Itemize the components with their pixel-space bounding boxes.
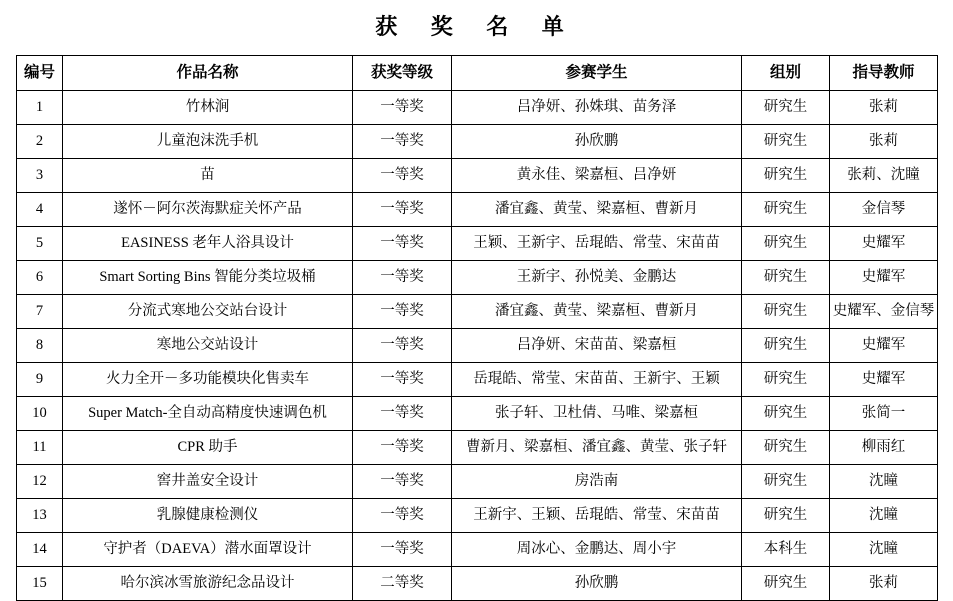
cell-award-level: 一等奖 xyxy=(353,397,452,431)
cell-students: 王新宇、孙悦美、金鹏达 xyxy=(452,261,742,295)
cell-award-level: 一等奖 xyxy=(353,261,452,295)
cell-no: 1 xyxy=(17,91,63,125)
cell-teacher: 史耀军 xyxy=(830,261,938,295)
cell-award-level: 一等奖 xyxy=(353,159,452,193)
cell-no: 5 xyxy=(17,227,63,261)
cell-teacher: 史耀军、金信琴 xyxy=(830,295,938,329)
cell-work-name: Super Match-全自动高精度快速调色机 xyxy=(63,397,353,431)
cell-no: 12 xyxy=(17,465,63,499)
cell-group: 研究生 xyxy=(742,567,830,601)
cell-work-name: 乳腺健康检测仪 xyxy=(63,499,353,533)
cell-students: 曹新月、梁嘉桓、潘宜鑫、黄莹、张子轩 xyxy=(452,431,742,465)
cell-work-name: Smart Sorting Bins 智能分类垃圾桶 xyxy=(63,261,353,295)
cell-award-level: 一等奖 xyxy=(353,125,452,159)
table-row xyxy=(17,193,938,227)
cell-students: 周冰心、金鹏达、周小宇 xyxy=(452,533,742,567)
cell-work-name: 窖井盖安全设计 xyxy=(63,465,353,499)
cell-students: 岳琨皓、常莹、宋苗苗、王新宇、王颖 xyxy=(452,363,742,397)
cell-work-name: 寒地公交站设计 xyxy=(63,329,353,363)
cell-no: 6 xyxy=(17,261,63,295)
column-header-group: 组别 xyxy=(742,56,830,91)
table-row xyxy=(17,159,938,193)
cell-teacher: 张莉、沈瞳 xyxy=(830,159,938,193)
page-title: 获 奖 名 单 xyxy=(375,14,578,39)
cell-group: 研究生 xyxy=(742,397,830,431)
cell-award-level: 一等奖 xyxy=(353,499,452,533)
cell-no: 4 xyxy=(17,193,63,227)
cell-students: 王新宇、王颖、岳琨皓、常莹、宋苗苗 xyxy=(452,499,742,533)
cell-award-level: 一等奖 xyxy=(353,363,452,397)
cell-award-level: 一等奖 xyxy=(353,227,452,261)
table-row xyxy=(17,567,938,601)
cell-award-level: 一等奖 xyxy=(353,91,452,125)
cell-award-level: 一等奖 xyxy=(353,295,452,329)
cell-work-name: 哈尔滨冰雪旅游纪念品设计 xyxy=(63,567,353,601)
column-header-award-level: 获奖等级 xyxy=(353,56,452,91)
table-row xyxy=(17,125,938,159)
table-body xyxy=(17,91,938,601)
award-table-container xyxy=(0,55,953,601)
cell-award-level: 一等奖 xyxy=(353,193,452,227)
cell-teacher: 沈瞳 xyxy=(830,499,938,533)
cell-group: 研究生 xyxy=(742,91,830,125)
cell-award-level: 一等奖 xyxy=(353,465,452,499)
cell-group: 研究生 xyxy=(742,363,830,397)
cell-work-name: 遂怀－阿尔茨海默症关怀产品 xyxy=(63,193,353,227)
cell-group: 研究生 xyxy=(742,159,830,193)
cell-no: 11 xyxy=(17,431,63,465)
cell-students: 吕净妍、孙姝琪、苗务泽 xyxy=(452,91,742,125)
table-row xyxy=(17,91,938,125)
cell-students: 吕净妍、宋苗苗、梁嘉桓 xyxy=(452,329,742,363)
cell-no: 9 xyxy=(17,363,63,397)
cell-teacher: 柳雨红 xyxy=(830,431,938,465)
award-list-table xyxy=(16,55,938,601)
cell-group: 研究生 xyxy=(742,295,830,329)
table-row xyxy=(17,397,938,431)
cell-work-name: 火力全开－多功能模块化售卖车 xyxy=(63,363,353,397)
cell-group: 研究生 xyxy=(742,465,830,499)
cell-no: 7 xyxy=(17,295,63,329)
cell-work-name: 守护者（DAEVA）潜水面罩设计 xyxy=(63,533,353,567)
cell-teacher: 沈瞳 xyxy=(830,465,938,499)
table-row xyxy=(17,363,938,397)
table-row xyxy=(17,499,938,533)
cell-students: 孙欣鹏 xyxy=(452,125,742,159)
table-row xyxy=(17,533,938,567)
cell-students: 房浩南 xyxy=(452,465,742,499)
cell-no: 2 xyxy=(17,125,63,159)
cell-teacher: 史耀军 xyxy=(830,329,938,363)
cell-teacher: 张莉 xyxy=(830,125,938,159)
cell-students: 张子轩、卫杜倩、马唯、梁嘉桓 xyxy=(452,397,742,431)
cell-teacher: 史耀军 xyxy=(830,227,938,261)
column-header-no: 编号 xyxy=(17,56,63,91)
cell-group: 研究生 xyxy=(742,329,830,363)
cell-work-name: 儿童泡沫洗手机 xyxy=(63,125,353,159)
cell-students: 王颖、王新宇、岳琨皓、常莹、宋苗苗 xyxy=(452,227,742,261)
cell-group: 研究生 xyxy=(742,431,830,465)
table-header xyxy=(17,56,938,91)
cell-group: 研究生 xyxy=(742,499,830,533)
cell-teacher: 张莉 xyxy=(830,567,938,601)
cell-teacher: 张莉 xyxy=(830,91,938,125)
cell-students: 潘宜鑫、黄莹、梁嘉桓、曹新月 xyxy=(452,193,742,227)
cell-students: 潘宜鑫、黄莹、梁嘉桓、曹新月 xyxy=(452,295,742,329)
table-row xyxy=(17,465,938,499)
cell-work-name: 竹林涧 xyxy=(63,91,353,125)
cell-no: 14 xyxy=(17,533,63,567)
cell-no: 15 xyxy=(17,567,63,601)
cell-teacher: 张简一 xyxy=(830,397,938,431)
cell-work-name: 苗 xyxy=(63,159,353,193)
cell-work-name: CPR 助手 xyxy=(63,431,353,465)
column-header-teacher: 指导教师 xyxy=(830,56,938,91)
cell-group: 本科生 xyxy=(742,533,830,567)
cell-students: 孙欣鹏 xyxy=(452,567,742,601)
cell-teacher: 沈瞳 xyxy=(830,533,938,567)
column-header-work-name: 作品名称 xyxy=(63,56,353,91)
column-header-students: 参赛学生 xyxy=(452,56,742,91)
cell-group: 研究生 xyxy=(742,193,830,227)
cell-no: 8 xyxy=(17,329,63,363)
table-row xyxy=(17,227,938,261)
table-header-row xyxy=(17,56,938,91)
table-row xyxy=(17,431,938,465)
cell-award-level: 一等奖 xyxy=(353,431,452,465)
cell-students: 黄永佳、梁嘉桓、吕净妍 xyxy=(452,159,742,193)
cell-award-level: 一等奖 xyxy=(353,533,452,567)
cell-no: 13 xyxy=(17,499,63,533)
cell-no: 3 xyxy=(17,159,63,193)
table-row xyxy=(17,329,938,363)
cell-group: 研究生 xyxy=(742,125,830,159)
cell-award-level: 二等奖 xyxy=(353,567,452,601)
cell-group: 研究生 xyxy=(742,227,830,261)
table-row xyxy=(17,295,938,329)
cell-no: 10 xyxy=(17,397,63,431)
cell-teacher: 史耀军 xyxy=(830,363,938,397)
cell-group: 研究生 xyxy=(742,261,830,295)
cell-teacher: 金信琴 xyxy=(830,193,938,227)
table-row xyxy=(17,261,938,295)
cell-work-name: 分流式寒地公交站台设计 xyxy=(63,295,353,329)
cell-award-level: 一等奖 xyxy=(353,329,452,363)
cell-work-name: EASINESS 老年人浴具设计 xyxy=(63,227,353,261)
